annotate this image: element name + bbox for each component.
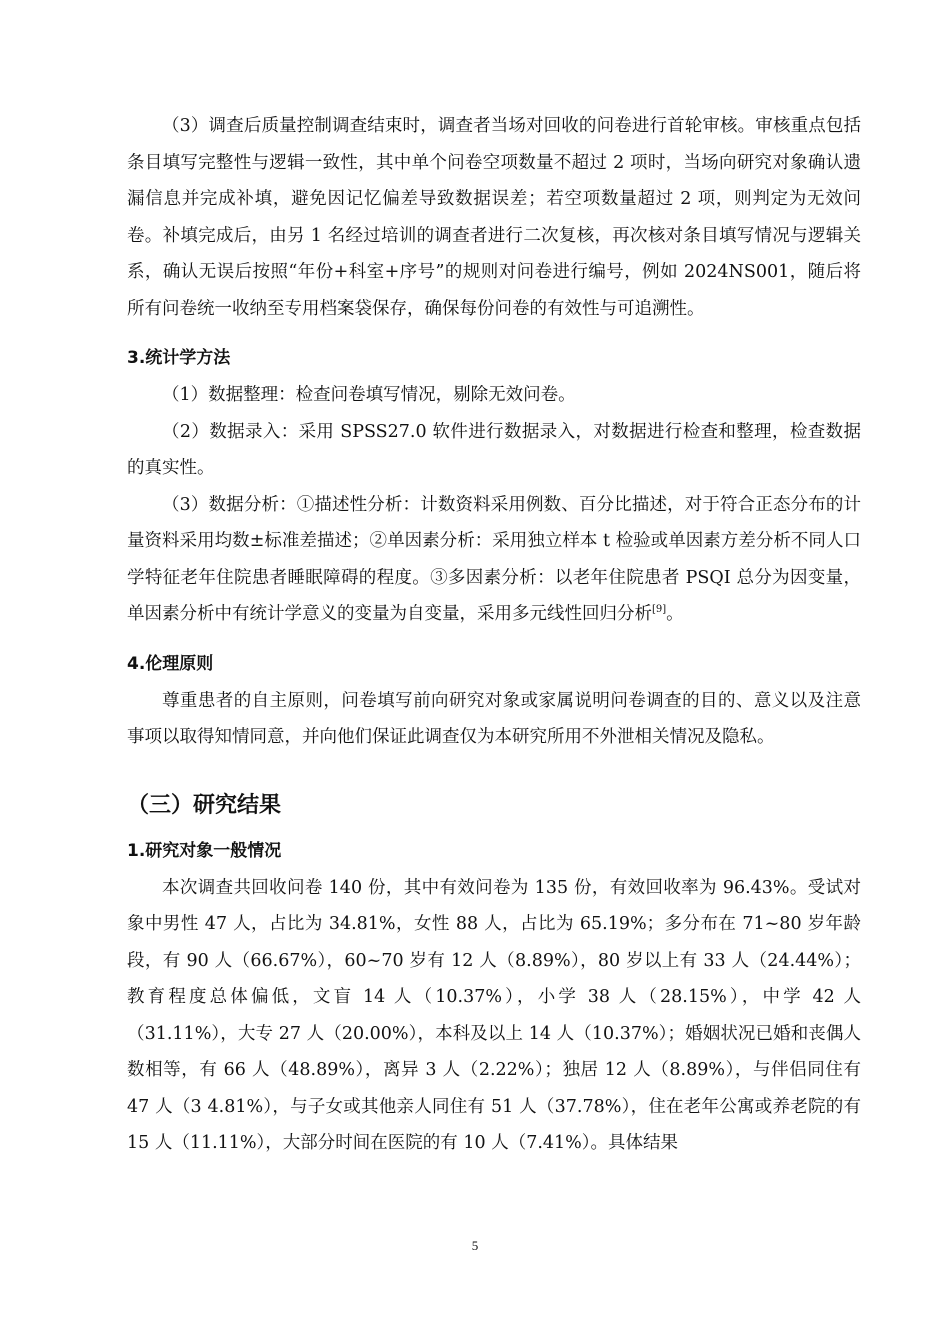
page-number: 5 [471,1238,479,1253]
stats-data-analysis-end: 。 [666,604,684,624]
ethics-paragraph: 尊重患者的自主原则，问卷填写前向研究对象或家属说明问卷调查的目的、意义以及注意事项以取得知情同意，并向他们保证此调查仅为本研究所用不外泄相关情况及隐私。 [127,690,861,747]
stats-data-entry-paragraph: （2）数据录入：采用 SPSS27.0 软件进行数据录入，对数据进行检查和整理，检查数据的真实性。 [127,421,861,478]
results-heading: （三）研究结果 [127,792,282,818]
stats-methods-heading: 3.统计学方法 [127,348,231,368]
results-paragraph: 本次调查共回收问卷 140 份，其中有效问卷为 135 份，有效回收率为 96.43%。受试对象中男性 47 人，占比为 34.81%，女性 88 人，占比为 65.19%；多分布在 71~80 岁年龄段，有 90 人（66.67%），60~70 岁有 12 人（8.89%），80 岁以上有 33 人（24.44%）；教育程度总体偏低，文盲 14 人（10.37%），小学 38 人（28.15%），中学 42 人（31.11%），大专 27 人（20.00%），本科及以上 14 人（10.37%）；婚姻状况已婚和丧偶人数相等，有 66 人（48.89%），离异 3 人（2.22%）；独居 12 人（8.89%），与伴侣同住有 47 人（3 4.81%），与子女或其他亲人同住有 51 人（37.78%），住在老年公寓或养老院的有 15 人（11.11%），大部分时间在医院的有 10 人（7.41%）。具体结果 [127,877,861,1153]
document-page [127,108,861,1162]
quality-control-paragraph: （3）调查后质量控制调查结束时，调查者当场对回收的问卷进行首轮审核。审核重点包括条目填写完整性与逻辑一致性，其中单个问卷空项数量不超过 2 项时，当场向研究对象确认遗漏信息并完成补填，避免因记忆偏差导致数据误差；若空项数量超过 2 项，则判定为无效问卷。补填完成后，由另 1 名经过培训的调查者进行二次复核，再次核对条目填写情况与逻辑关系，确认无误后按照“年份+科室+序号”的规则对问卷进行编号，例如 2024NS001，随后将所有问卷统一收纳至专用档案袋保存，确保每份问卷的有效性与可追溯性。 [127,116,861,319]
stats-data-analysis-paragraph [127,487,861,633]
citation-ref: [9] [652,604,667,616]
subjects-general-heading: 1.研究对象一般情况 [127,840,282,861]
stats-data-cleaning-paragraph: （1）数据整理：检查问卷填写情况，剔除无效问卷。 [162,385,576,405]
stats-data-analysis-text: （3）数据分析：①描述性分析：计数资料采用例数、百分比描述，对于符合正态分布的计量资料采用均数±标准差描述；②单因素分析：采用独立样本 t 检验或单因素方差分析不同人口学特征老年住院患者睡眠障碍的程度。③多因素分析：以老年住院患者 PSQI 总分为因变量，单因素分析中有统计学意义的变量为自变量，采用多元线性回归分析 [127,494,861,624]
ethics-heading: 4.伦理原则 [127,653,214,674]
